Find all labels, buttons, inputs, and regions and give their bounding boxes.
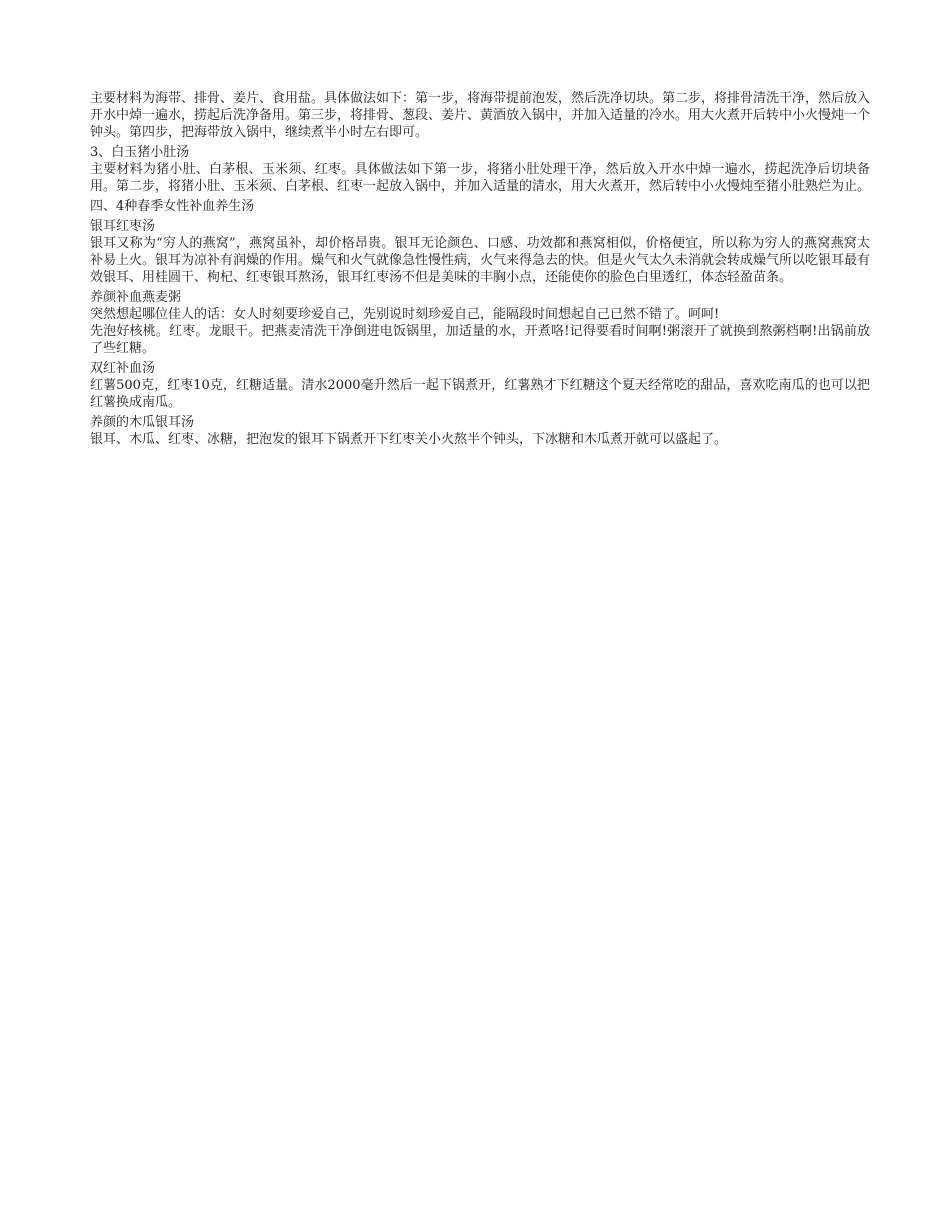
heading-pork-bladder-soup: 3、白玉猪小肚汤 <box>90 145 190 160</box>
paragraph-double-red-method: 红薯500克，红枣10克，红糖适量。清水2000毫升然后一起下锅煮开，红薯熟才下红糖这个夏天经常吃的甜品，喜欢吃南瓜的也可以把红薯换成南瓜。 <box>90 378 870 410</box>
paragraph-oat-porridge-method: 先泡好核桃。红枣。龙眼干。把燕麦清洗干净倒进电饭锅里，加适量的水，开煮咯!记得要看时间啊!粥滚开了就换到熬粥档啊!出锅前放了些红糖。 <box>90 324 870 356</box>
heading-papaya-tremella-soup: 养颜的木瓜银耳汤 <box>90 415 195 430</box>
paragraph-tremella-jujube-method: 银耳又称为“穷人的燕窝”，燕窝虽补，却价格昂贵。银耳无论颜色、口感、功效都和燕窝相似，价格便宜，所以称为穷人的燕窝燕窝太补易上火。银耳为凉补有润燥的作用。燥气和火气就像急性慢性病，火气来得急去的快。但是火气太久未消就会转成燥气所以吃银耳最有效银耳、用桂圆干、枸杞、红枣银耳熬汤，银耳红枣汤不但是美味的丰胸小点，还能使你的脸色白里透红，体态轻盈苗条。 <box>90 236 871 285</box>
heading-tremella-jujube-soup: 银耳红枣汤 <box>90 219 156 234</box>
heading-spring-blood-soups: 四、4种春季女性补血养生汤 <box>90 199 255 214</box>
paragraph-papaya-tremella-method: 银耳、木瓜、红枣、冰糖，把泡发的银耳下锅煮开下红枣关小火熬半个钟头，下冰糖和木瓜煮开就可以盛起了。 <box>90 432 728 447</box>
document-page <box>90 90 870 448</box>
heading-double-red-soup: 双红补血汤 <box>90 361 156 376</box>
heading-oat-porridge: 养颜补血燕麦粥 <box>90 290 182 305</box>
paragraph-pork-bladder-method: 主要材料为猪小肚、白茅根、玉米须、红枣。具体做法如下第一步，将猪小肚处理干净，然后放入开水中焯一遍水，捞起洗净后切块备用。第二步，将猪小肚、玉米须、白茅根、红枣一起放入锅中，并加入适量的清水，用大火煮开，然后转中小火慢炖至猪小肚熟烂为止。 <box>90 162 871 194</box>
paragraph-kelp-ribs-method: 主要材料为海带、排骨、姜片、食用盐。具体做法如下：第一步，将海带提前泡发，然后洗净切块。第二步，将排骨清洗干净，然后放入开水中焯一遍水，捞起后洗净备用。第三步，将排骨、葱段、姜片、黄酒放入锅中，并加入适量的冷水。用大火煮开后转中小火慢炖一个钟头。第四步，把海带放入锅中，继续煮半小时左右即可。 <box>90 91 871 140</box>
paragraph-oat-porridge-intro: 突然想起哪位佳人的话：女人时刻要珍爱自己，先别说时刻珍爱自己，能隔段时间想起自己已然不错了。呵呵! <box>90 307 720 322</box>
